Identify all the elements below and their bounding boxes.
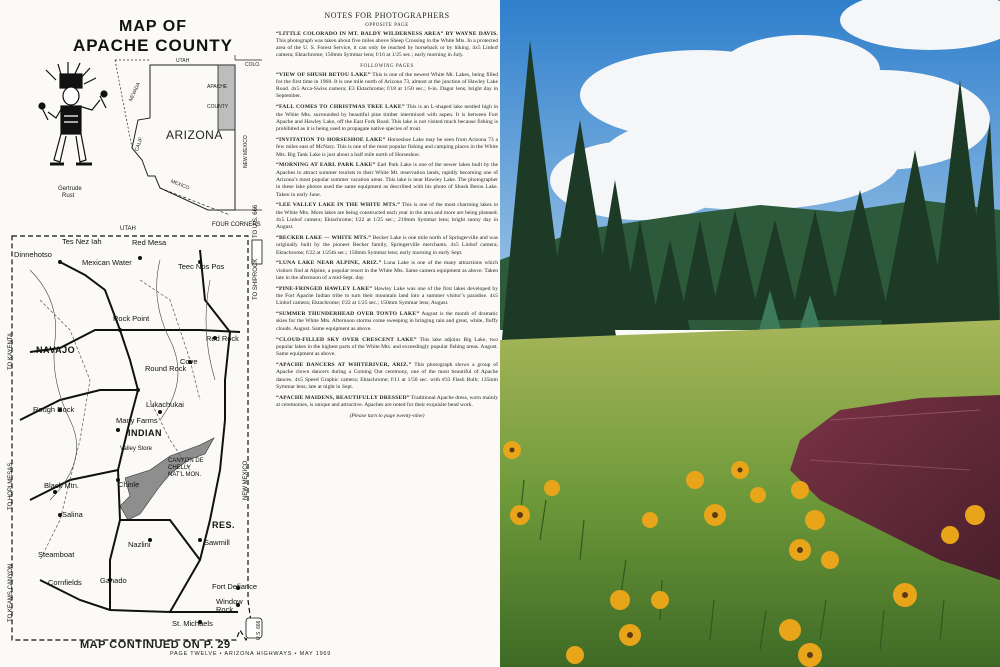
- note-text: This photograph shows a group of Apache clown dancers during a Coming Out ceremony, one of the most beautiful of Apache dances. 4x5 Speed Graphic camera; Ektachrome; f/11 at 1/50 sec. with #33 Flash Bulb; 135mm Symmar lens; late at night in Sept.: [276, 361, 498, 390]
- note-caption: “INVITATION TO HORSESHOE LAKE”: [276, 136, 386, 143]
- note-entry: [276, 395, 498, 410]
- inset-mexico: MEXICO: [169, 178, 191, 192]
- label-to-shiprock: TO SHIPROCK: [253, 258, 259, 300]
- note-caption: “BECKER LAKE — WHITE MTS.”: [276, 235, 372, 242]
- label-cove: Cove: [180, 357, 198, 366]
- credit-line-1: Gertrude: [58, 186, 82, 192]
- section-opposite-page: OPPOSITE PAGE: [365, 23, 409, 29]
- note-entry: [276, 337, 498, 359]
- note-entry: [276, 260, 498, 282]
- note-text: August is the month of dramatic skies for the White Mts. Afternoon storms come sweeping in bringing rain and great, white, fluffy clouds. August. Same equipment as above.: [276, 311, 498, 332]
- label-to-hopi-mesas: TO HOPI MESAS: [8, 462, 14, 510]
- label-salina: Salina: [62, 510, 83, 519]
- note-text: Horseshoe Lake may be seen from Arizona 73 a few miles east of McNary. This is one of the most popular fishing and camping places in the White Mts. Big Tank Lake is just about a half mile north of Horseshoe.: [276, 136, 498, 158]
- label-st-michaels: St. Michaels: [172, 619, 213, 628]
- note-entry: [276, 162, 498, 198]
- label-steamboat: Steamboat: [38, 550, 75, 559]
- label-rock-point: Rock Point: [113, 314, 150, 323]
- credit-line-2: Rust: [62, 193, 75, 199]
- inset-utah: UTAH: [176, 58, 190, 64]
- inset-nevada: NEVADA: [128, 81, 142, 103]
- page-footer: PAGE TWELVE • ARIZONA HIGHWAYS • MAY 1969: [170, 651, 332, 657]
- note-entry: [276, 235, 498, 257]
- note-text: Luna Lake is one of the many attractions which visitors find at Alpine, a popular resort in the White Mts. Same camera equipment as above. Taken late in the afternoon of a mid-Sept. day.: [276, 260, 498, 281]
- label-chinle: Chinle: [118, 480, 140, 489]
- label-sawmill: Sawmill: [204, 538, 230, 547]
- note-text: This is one of the most charming lakes in the White Mts. More lakes are being constructed each year in the area and more are being planned. 4x5 Linhof camera; Ektachrome; f/22 at 1/25 sec.; 210mm Symmar lens; bright sunny day in August.: [276, 202, 498, 231]
- map-continued-note: MAP CONTINUED ON P. 29: [80, 639, 231, 651]
- note-entry: [276, 362, 498, 391]
- label-mexican-water: Mexican Water: [82, 258, 132, 267]
- label-to-us-666: TO U.S. 666: [253, 204, 259, 238]
- note-caption: “VIEW OF SHUSH BETOU LAKE”: [276, 71, 371, 78]
- note-caption: “MORNING AT EARL PARK LAKE”: [276, 162, 376, 169]
- note-text: Traditional Apache dress, worn mainly at ceremonies, is unique and attractive. Apaches are noted for their exquisite bead work.: [276, 394, 498, 408]
- label-dinnehotso: Dinnehotso: [14, 250, 52, 259]
- notes-for-photographers: [276, 12, 498, 424]
- inset-arizona: ARIZONA: [166, 128, 223, 142]
- note-text: This lake adjoins Big Lake, two popular lakes in the highest parts of the White Mts. and exceedingly popular fishing areas. August. Same equipment as above.: [276, 336, 498, 358]
- note-entry: [276, 31, 498, 60]
- label-canyon-de-chelly: CANYON DE CHELLY NAT'L MON.: [168, 458, 204, 478]
- note-text: This photograph was taken about five miles above Sheep Crossing in the White Mts. In a protected area of the U. S. Forest Service, it can only be reached by horseback or by hiking. 4x5 Linhof camera; Ektachrome; 150mm Symmar lens; f/16 at 1/25 sec.; early morning in July.: [276, 37, 498, 59]
- label-lukachukai: Lukachukai: [146, 400, 184, 409]
- inset-colo: COLO.: [245, 62, 261, 68]
- note-text: This is one of the newest White Mt. Lakes, being filled for the first time in 1968. It is one mile north of Arizona 73, almost at the junction of Hawley Lake Road. 4x5 Arca-Swiss camera; E3 Ektachrome; f/18 at 1/50 sec.; 6-in. Dagor lens; bright day in September.: [276, 71, 498, 100]
- note-entry: [276, 104, 498, 133]
- label-indian: INDIAN: [128, 428, 162, 438]
- label-many-farms: Many Farms: [116, 416, 158, 425]
- label-tes-nez-iah: Tes Nez Iah: [62, 237, 102, 246]
- note-text: This is an L-shaped lake nestled high in the White Mts. surrounded by beautiful pine timber intermixed with aspen. It is between Fort Apache and Hawley Lake, off the East Fork Road. This lake is not visited much because fishing is prohibited as it is being used to propagate native species of trout.: [276, 104, 498, 133]
- note-entry: [276, 137, 498, 159]
- landscape-photograph: [500, 0, 1000, 667]
- note-caption: “SUMMER THUNDERHEAD OVER TONTO LAKE”: [276, 311, 420, 318]
- note-caption: “LUNA LAKE NEAR ALPINE, ARIZ.”: [276, 260, 382, 267]
- note-entry: [276, 286, 498, 308]
- section-following-pages: FOLLOWING PAGES: [360, 64, 414, 70]
- inset-county: COUNTY: [207, 104, 229, 110]
- note-caption: “LEE VALLEY LAKE IN THE WHITE MTS.”: [276, 202, 401, 209]
- inset-california: CALIF.: [134, 135, 145, 153]
- label-us-666: U.S. 666: [256, 620, 262, 640]
- note-caption: “CLOUD-FILLED SKY OVER CRESCENT LAKE”: [276, 336, 417, 343]
- note-entry: [276, 311, 498, 333]
- note-text: Becker Lake is one mile north of Springerville and was originally built by the pioneer Becker family, Springerville merchants. 4x5 Linhof camera; Ektachrome; f/22 at 1/25th sec.; 150mm Symmar lens; early morning in early Sept.: [276, 235, 498, 256]
- meadow-photo: [500, 0, 1000, 667]
- note-caption: “FALL COMES TO CHRISTMAS TREE LAKE”: [276, 104, 405, 111]
- note-entry: [276, 202, 498, 231]
- note-caption: “PINE-FRINGED HAWLEY LAKE”: [276, 285, 373, 292]
- label-nazlini: Nazlini: [128, 540, 151, 549]
- label-valley-store: Valley Store: [120, 446, 152, 452]
- label-four-corners: FOUR CORNERS: [212, 222, 261, 228]
- label-red-mesa: Red Mesa: [132, 238, 167, 247]
- label-window-rock: Window Rock: [216, 597, 243, 614]
- note-text: Hawley Lake was one of the first lakes developed by the Fort Apache Indian tribe to turn their mountain land into a summer visitor’s paradise. 4x5 Linhof camera; Ektachrome; f/22 at 1/25 sec.; 150mm Symmar lens; August.: [276, 285, 498, 307]
- note-caption: “APACHE MAIDENS, BEAUTIFULLY DRESSED”: [276, 394, 410, 401]
- continue-note: (Please turn to page twenty-nine): [349, 413, 425, 420]
- label-rough-rock: Rough Rock: [33, 405, 75, 414]
- note-entry: [276, 72, 498, 101]
- label-to-keams-canyon: TO KEAMS CANYON: [8, 563, 14, 622]
- label-cornfields: Cornfields: [48, 578, 82, 587]
- label-new-mexico: NEW MEXICO: [243, 460, 249, 500]
- label-utah: UTAH: [120, 226, 136, 232]
- label-res: RES.: [212, 520, 236, 530]
- map-title-line1: MAP OF: [119, 18, 187, 35]
- label-black-mtn: Black Mtn.: [44, 481, 80, 490]
- note-caption: “LITTLE COLORADO IN MT. BALDY WILDERNESS AREA” BY WAYNE DAVIS.: [276, 30, 498, 37]
- map-title-line2: APACHE COUNTY: [72, 36, 234, 55]
- label-to-kayenta: TO KAYENTA: [8, 332, 14, 370]
- note-text: Earl Park Lake is one of the newer lakes built by the Apaches to attract summer tourists to their White Mt. reservation lands, rapidly becoming one of Arizona’s most popular summer vacation areas. This lake is near Hawley Lake. The photographer in these lake photos used the same equipment as described with his photo of Shush Betou Lake. Taken in early June.: [276, 162, 498, 198]
- inset-new-mexico: NEW MEXICO: [243, 135, 249, 168]
- label-ganado: Ganado: [100, 576, 127, 585]
- note-caption: “APACHE DANCERS AT WHITERIVER, ARIZ.”: [276, 361, 412, 368]
- label-round-rock: Round Rock: [145, 364, 187, 373]
- inset-apache: APACHE: [207, 84, 228, 90]
- notes-heading: NOTES FOR PHOTOGRAPHERS: [324, 11, 450, 20]
- label-teec-nos-pos: Teec Nos Pos: [178, 262, 225, 271]
- label-red-rock: Red Rock: [206, 334, 239, 343]
- label-fort-defiance: Fort Defiance: [212, 582, 258, 591]
- label-navajo: NAVAJO: [36, 345, 76, 355]
